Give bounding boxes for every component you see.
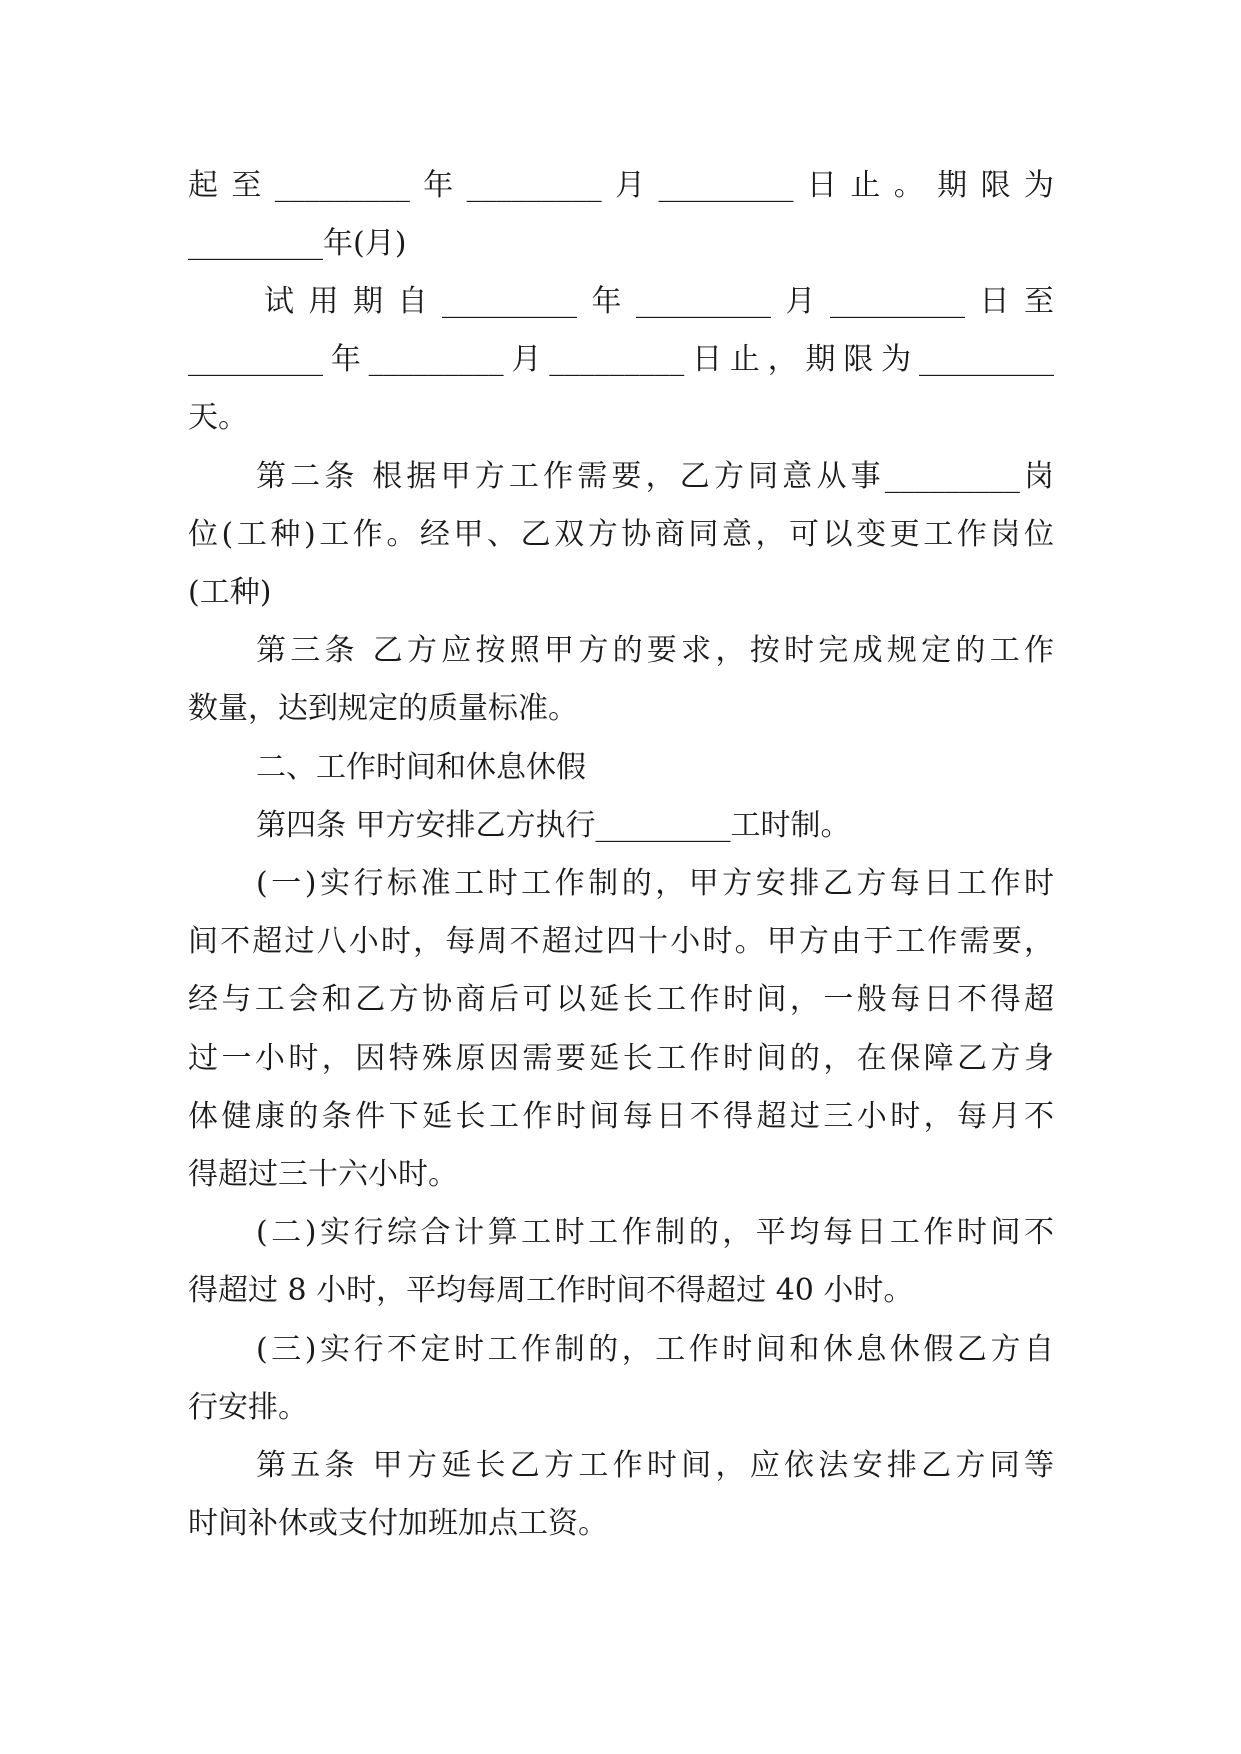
clause-3-line: (三)实行不定时工作制的，工作时间和休息休假乙方自 xyxy=(256,1332,1054,1367)
section-heading: 二、工作时间和休息休假 xyxy=(256,750,586,785)
text-line: 得超过 8 小时，平均每周工作时间不得超过 40 小时。 xyxy=(188,1273,914,1308)
text-line: 经与工会和乙方协商后可以延长工作时间，一般每日不得超 xyxy=(188,982,1054,1017)
article-2-line: 第二条 根据甲方工作需要，乙方同意从事_________岗 xyxy=(256,459,1054,494)
clause-1-line: (一)实行标准工时工作制的，甲方安排乙方每日工作时 xyxy=(256,866,1054,901)
clause-2-line: (二)实行综合计算工时工作制的，平均每日工作时间不 xyxy=(256,1215,1054,1250)
article-4-line: 第四条 甲方安排乙方执行_________工时制。 xyxy=(256,808,851,843)
article-3-line: 第三条 乙方应按照甲方的要求，按时完成规定的工作 xyxy=(256,633,1054,668)
text-line: _________年_________月_________日止，期限为_________ xyxy=(188,342,1054,377)
article-5-line: 第五条 甲方延长乙方工作时间，应依法安排乙方同等 xyxy=(256,1448,1054,1483)
text-line: 得超过三十六小时。 xyxy=(188,1157,458,1192)
text-line: (工种) xyxy=(188,575,272,610)
text-line: 间不超过八小时，每周不超过四十小时。甲方由于工作需要， xyxy=(188,924,1054,959)
text-line: 过一小时，因特殊原因需要延长工作时间的，在保障乙方身 xyxy=(188,1041,1054,1076)
text-line: 位(工种)工作。经甲、乙双方协商同意，可以变更工作岗位 xyxy=(188,517,1054,552)
text-line: _________年(月) xyxy=(188,226,407,261)
text-line: 行安排。 xyxy=(188,1390,308,1425)
text-line: 试用期自_________年_________月_________日至 xyxy=(264,284,1054,319)
text-line: 时间补休或支付加班加点工资。 xyxy=(188,1506,608,1541)
text-line: 体健康的条件下延长工作时间每日不得超过三小时，每月不 xyxy=(188,1099,1054,1134)
text-line: 数量，达到规定的质量标准。 xyxy=(188,691,578,726)
text-line: 起至_________年_________月_________日止。期限为 xyxy=(188,168,1054,203)
text-line: 天。 xyxy=(188,400,248,435)
